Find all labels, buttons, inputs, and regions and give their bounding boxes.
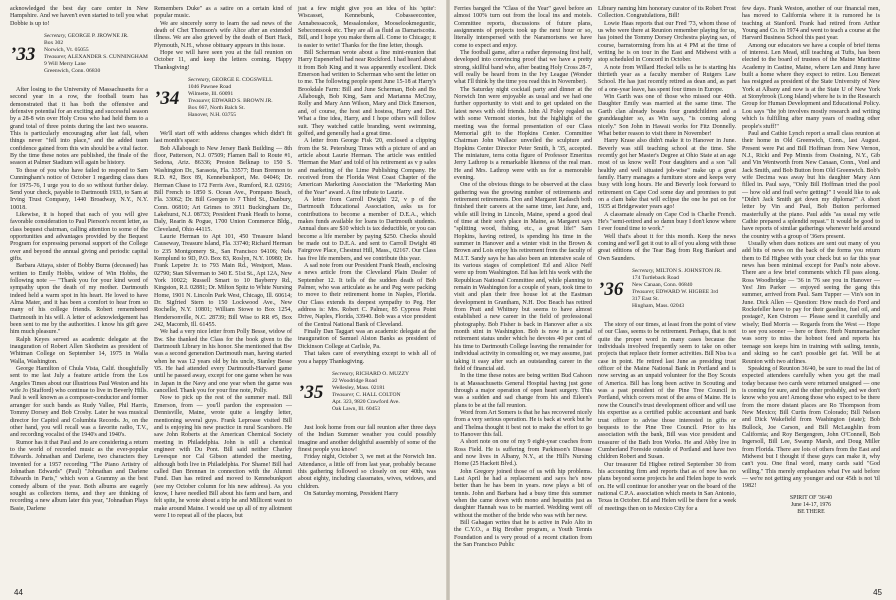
paragraph: Usually when dues notices are sent out many of you add bits of news on the back of the forms you return them to Ed Higbee with your check but so far this year news has been minimal except for Paul's note above. There are a few brief comments which I'll pass along. Ross Woodbridge — '36 in '76 see you in Hanover — Yes! Jim Parker — enjoyed seeing the gang this summer, arrived from Paul. Sam Tupper — Vin's son in June. Dick Allen — Question: How much do Ford and Rockefeller have to pay for their gasoline, fuel oil, and postage?, Ken Ostrom — Please send it carefully and wisely; Bud Morris — Regards from the West — Hope to see you sooner — here or there. Herb Nummenacher was sorry to miss the hobnot feed and reports his teenage son keeps him in training with sailing, tennis, and skiing so he can't possible get fat. Will be at Reunion with two airlines. bbox=[742, 241, 880, 365]
text-column bbox=[454, 6, 592, 549]
paragraph: Library naming him honorary curator of its Robert Frost Collection. Congratulations, Bill! bbox=[598, 6, 736, 20]
treasurer-address: Greenwich, Conn. 06830 bbox=[44, 68, 101, 75]
secretary-address: 22 Woodridge Road bbox=[332, 377, 377, 384]
text-column bbox=[154, 6, 292, 520]
treasurer-address: Oak Lawn, Ill. 60453 bbox=[332, 405, 381, 412]
paragraph: Just look home from our fall reunion after three days of the Indian Summer weather you could possibly imagine and another delightful assembly of some of the finest people you know! bbox=[298, 424, 436, 453]
secretary-address: 174 Turtleback Road bbox=[632, 275, 679, 282]
paragraph: George Hamilton of Chula Vista, Calif. thoughtfully sent to me last July a feature article from the Los Angeles Times about our illustrious Paul Weston and his wife Jo (Stafford) who continue to live in Beverly Hills. Paul is well known as a composer-conductor and former arranger for such bands as Rudy Vallee, Phil Harris, Tommy Dorsey and Bob Crosby. Later he was musical director for Capitol and Columbia Records. Jo, on the other hand, you will recall was a favorite radio, T.V., and recording vocalist of the 1940's and 1940's. bbox=[10, 366, 148, 439]
secretary-address: 1046 Pawnee Road bbox=[188, 84, 232, 91]
secretary-label: Secretary, bbox=[44, 33, 67, 40]
text-column bbox=[10, 6, 148, 513]
paragraph: Hope we will have seen you at the fall reunion on October 11, and keep the letters coming. Happy Thanksgiving! bbox=[154, 50, 292, 71]
paragraph: In the time these notes are being written Bud Cahoon is at Massachusetts General Hospital having just gone through a major operation of open heart surgery. This was a sudden and sad change from his and Eileen's plans to be at the fall reunion. bbox=[454, 373, 592, 409]
paragraph: A sad note from our President Frank Heath, enclosing a news article from the Cleveland Plain Dealer of September 12. It tells of the sudden death of Bob Palmer, who was articulate as he and Peg were packing to move to their retirement home in Naples, Florida. Our Class extends its deepest sympathy to Peg. Her address is: Mrs. Robert C. Palmer, 85 Cypress Point Drive, Naples, Florida, 33940. Bob was a vice president of the Central National Bank of Cleveland. bbox=[298, 263, 436, 328]
secretary-address: Box 302 bbox=[44, 40, 64, 47]
paragraph: Win Garth was one of those who missed our 40th. Daughter Emily was married at the same time. The Garth clan already boasts four grandchildren and a granddaughter so, as Win says, "is coming along nicely." Son John in Hawaii works for Fitz Donnelly. What better reason to visit there in November! bbox=[598, 94, 736, 137]
treasurer-name: EDWARD S. BROWN JR. bbox=[211, 98, 273, 105]
paragraph: Barbara Attaya, sister of Bobby Burns (deceased) has written to Emily Hobbs, widow of Win Hobbs, the following note — "Thank you for your kind word of sympathy upon the death of my mother. Dartmouth indeed held a warm spot in his heart. He loved to have Alma Mater, and it has been a comfort to hear from so many of his college friends. Robert remembered Dartmouth in his will. A letter of acknowledgement has been sent to me by the authorities. I know his gift gave him much pleasure." bbox=[10, 263, 148, 336]
paragraph: Among our educators we have a couple of brief items of interest. Len Mead, still teaching at Tufts, has been elected to the board of trustees of the Maine Maritime Academy in Castine, Maine, where Len and Jinny have built a home where they expect to retire. Lou Benezet has resigned as president of the State University of New York at Albany and now is at the State U of New York at Stonybrook (Long Island) where he is in the Research Group for Human Development and Educational Policy. Lou says "the job involves mostly research and writing which is fulfilling after many years of reading other people's stuff!" bbox=[742, 42, 880, 130]
paragraph: We had a very nice letter from Polly Besse, widow of Bw. She thanked the Class for the book given to the Dartmouth Library in his honor. She mentioned that Bw was a second generation Dartmouth man, having started when he was 12 years old by his uncle, Stanley Besse '05. He had attended every Dartmouth-Harvard game until he passed away, except for one game when he was in Japan in the Navy and one year when the game was cancelled. Thank you for your fine note, Polly. bbox=[154, 329, 292, 395]
class-year: ’35 bbox=[298, 381, 324, 403]
class-year: ’36 bbox=[598, 279, 624, 301]
page-gutter bbox=[446, 0, 450, 600]
paragraph: A letter from Carroll Dwight '22, v p of the Dartmouth Educational Association, asks us for contributions to become a member of D.E.A., which makes funds available for loans to Dartmouth students. Annual dues are $10 which is tax deductible, or you can become a life member by paying $250. Checks should be made out to D.E.A. and sent to Carroll Dwight 48 Fairgrove Place, Chestnut Hill, Mass., 02167. Our Class has five life members, and we contribute this year. bbox=[298, 196, 436, 262]
secretary-name: MILTON S. JOHNSTON JR. bbox=[655, 268, 722, 275]
class-header bbox=[10, 31, 148, 83]
paragraph: Bill Scherman wrote about a fine mini-reunion that Harry Eupenerbell had near Rockford. I had heard about it from Bob King and it was apparently excellent. Dick Emerson had written to Scherman who sent the letter on to me. The following people spent June 15-18 at Harry's Brookdale Farm: Bill and June Scherman, Bob and Bo Allabough, Bob King, Sam and Marianna McCray, Rolly and Mary Ann Wilson, Mary and Dick Emerson, and, of course, the host and hostess, Harry and Dot. What a fine idea, Harry, and I hope others will follow suit. They watched cattle branding, went swimming, golfed, and generally had a great time. bbox=[298, 50, 436, 137]
paragraph: Harry Krase also didn't make it to Hanover in June. Beverly was still teaching school at the time. She recently got her Master's Degree at Ohio State at an age most of us know well! Four daughters and a son "all healthy and well situated job-wise" make up a great family. Harry manages a furniture store and keeps very busy with long hours. He and Beverly look forward to retirement on Cape Cod some day and promises to put on a clam bake that will eclipse the one he put on for 1935 at Bridgewater years ago! bbox=[598, 138, 736, 211]
paragraph: On Saturday morning, President Harry bbox=[304, 490, 399, 497]
paragraph: The Saturday night cocktail party and dinner at the Norwich Inn were enjoyable as usual and we had one further opportunity to visit and to get updated on the latest news with old friends. John Al Foley regaled us with some Vermont stories, but the highlight of the meeting was the formal presentation of our Class Memorial gift to the Hopkins Center. Committee Chairman John Wallace unveiled the sculpture and Hopkins Center Director Peter Smith, h '35, accepted. The miniature, terra cotta figure of Professor Emeritus Jerry Lathrop is a remarkable likeness of the real man. He and Mrs. Lathrop were with us for a memorable evening. bbox=[454, 86, 592, 181]
secretary-address: New Canaan, Conn. 06840 bbox=[632, 282, 693, 289]
paragraph: The football game, after a rather depressing first half, developed into convincing proof that we have a pretty strong, skillful band who, after beating Holy Cross 28-7, will really be heard from in the Ivy League (Wonder what I'll think by the time you read this in November). bbox=[454, 50, 592, 86]
treasurer-address: Hanover, N.H. 03755 bbox=[188, 112, 237, 119]
paragraph: Friday night, October 3, we met at the Norwich Inn. Attendance, a little off from last year, probably because this gathering followed so closely on our 40th, was about eighty, including classmates, wives, widows, and children. bbox=[298, 454, 436, 490]
paragraph: We'll start off with address changes which didn't fit last month's space: bbox=[154, 131, 292, 145]
secretary-label: Secretary, bbox=[332, 370, 355, 377]
paragraph: Now to pick up the rest of the summer mail. Bill Emerson, from — you'll pardon the expression — Dennisville, Maine, wrote quite a lengthy letter, mentioning several guys. Frank Leproase visited Bill and is enjoying his new practice in rural Scarsboro. He saw John Roberts at the American Chemical Society meeting in Philadelphia. John is still a chemical engineer with Du Pont. Bill said neither Charley Levesque nor Cal Gibson attended the meeting, although both live in Philadelphia. For Shame! Bill had called Dan Brennan in connection with the Alumni Fund. Dan has retired and moved to Kennebunkport (see my October column for his new address). As you know, I have needled Bill about his farm and barn, and felt spite, he wrote about a trip he and Millicent want to make around Maine. I would use up all of my allotment were I to repeat all of the places, but bbox=[154, 395, 292, 519]
treasurer-name: ALEXANDER S. CUNNINGHAM bbox=[67, 54, 148, 61]
paragraph: just a few might give you an idea of his 'spite': Wiscasset, Kennebunk, Cobasseecontee, Annabessacook, Messalonskee, Mooselookmeguntic, Sebecomsook etc. They are all as fluid as Damariscotta. Bill, and I hope you make them all. Come to Chicago; it is easier to write! Thanks for the fine letter, though. bbox=[298, 6, 436, 49]
secretary-address: Norwich, Vt. 05055 bbox=[44, 47, 89, 54]
treasurer-address: Apt. 323, 9820 Crawford Ave. bbox=[332, 398, 400, 405]
text-column bbox=[598, 6, 736, 513]
secretary-address: Wilmette, Ill. 60091 bbox=[188, 91, 234, 98]
class-header bbox=[154, 75, 292, 127]
paragraph: Speaking of Reunion 36/40, be sure to read the list of expected attendees carefully when you get the mail today because two cards were returned unsigned — one is coming for sure, and the other probably, and we don't know who you are! Among those who expect to be there from the more distant places are Ro Thompson from New Mexico; Bill Curtis from Colorado; Bill Nelson and Dick Wakefield from Washington (state); Bob Bullock, Joe Carson, and Bill McLaughlin from California; and Roy Bergengren, John O'Connell, Bob Ingersoll, Bill Lee, Swamp Marsh, and Doug Miller from Florida. There are lots of others from the East and Midwest but I thought if these guys can make it, why can't you. One final word, many cards said "God willing." This merely emphasizes what I've said before — we're not getting any younger and our 45th is not 'til 1982! bbox=[742, 365, 880, 490]
secretary-name: RICHARD O. MUZZY bbox=[355, 370, 410, 377]
page-number-right: 45 bbox=[873, 588, 882, 597]
paragraph: Finally Dan Taggart was an academic delegate at the inauguration of Samuel Alston Banks as president of Dickinson College at Carlisle, Pa. bbox=[298, 329, 436, 350]
treasurer-label: Treasurer, bbox=[188, 98, 211, 105]
paragraph: We are sincerely sorry to learn the sad news of the death of Chet Thomson's wife Alice after an extended illness. We are also grieved by the death of Burt Hack, Plymouth, N.H., whose obituary appears in this issue. bbox=[154, 20, 292, 49]
class-officers bbox=[44, 33, 148, 75]
paragraph: That takes care of everything except to wish all of you a happy Thanksgiving. bbox=[298, 351, 436, 365]
paragraph: A note from Willard Heckel tells us he is starting his thirtieth year as a faculty member of Rutgers Law School. He has just recently retired as dean and, as part of a one-year leave, has spent four times in Europe. bbox=[598, 64, 736, 93]
paragraph: Our treasurer Ed Higbee retired September 30 from his accounting firm and reports that as of now has no plans beyond some projects he and Helen hope to work on. He will continue for another year on the board of the national C.P.A. association which meets in San Antonio, Texas in October. Ed and Helen will be there for a week of meetings then on to Mexico City for a bbox=[598, 461, 736, 512]
class-officers bbox=[332, 371, 436, 413]
paragraph: Ralph Keyes served as academic delegate at the inauguration of Robert Allen Skotheim as president of Whitman College on September 14, 1975 in Walla Walla, Washington. bbox=[10, 336, 148, 365]
treasurer-label: Treasurer, bbox=[44, 54, 67, 61]
paragraph: Word from Art Somers is that he has recovered nicely from a very serious operation. He is back at work but he and Thelma thought it best not to make the effort to go to Hanover this fall. bbox=[454, 409, 592, 438]
paragraph: Lowie Haas reports that our Fred '73, whom those of us who were there at Reunion remember playing for us, has joined the Tommy Dorsey Orchestra playing sax, of course, barnstorming from his at 4 PM at the time of writing he is on tour in the East and Midwest with a stop scheduled in Concord in October. bbox=[598, 20, 736, 64]
class-header bbox=[298, 369, 436, 421]
secretary-label: Secretary, bbox=[188, 77, 211, 84]
paragraph: Paul and Cathie Lynch report a small class reunion at their home in Old Greenwich, Conn., last August. Present were Pat and Bill Hoffman from New Vernon, N.J., Ricki and Pep Minnis from Ossining, N.Y., Gib and Vin Wentworth from New Canaan, Conn., Vonl and Jack Smith, and Bob Button from Old Greenwich. Bob's wife Decima was away but his daughter Mary Ann filled in. Paul says, "Only Bill Hoffman tried the pool — how old and frail we're getting!" I would like to ask "Didn't Jack Smith get down my diploma?" A short letter by Vin and Paul, Bob Button performed masterfully at the piano. Paul adds "as usual my wife Cathie prepared a splendid repast." It would be good to have reports of similar gatherings whenever held around the country with a group of '36ers present. bbox=[742, 130, 880, 240]
paragraph: Likewise, it is hoped that each of you will give favorable consideration to Paul Pierson's recent letter, as class bequest chairman, calling attention to some of the opportunities and advantages provided by the Bequest Program for expressing personal support of the College over and beyond the annual giving and periodic capital gifts. bbox=[10, 211, 148, 262]
paragraph: Bill Gahagan writes that he is active in Palo Alto in the C.Y.O., a Big Brother program, a Youth Tennis Foundation and is very proud of a recent citation from the San Francisco Public bbox=[454, 520, 592, 549]
paragraph: After losing to the University of Massachusetts for a second year in a row, the football team has demonstrated that it has both the offensive and defensive potential for an exciting and successful season by a 28-8 win over Holy Cross who had held them to a grand total of three points during the last two seasons. This is particularly encouraging after last fall, when things never "fell into place," and the added team confidence gained from this win should be a vital factor. By the time these notes are published, the finale of the season at Palmer Stadium will again be history. bbox=[10, 87, 148, 167]
treasurer-label: Treasurer, bbox=[332, 391, 355, 398]
paragraph: The story of our times, at least from the point of view of our Class, seems to be retirement. Perhaps, that is not quite the proper word in many cases because the individuals involved frequently seem to take on other projects that replace their former activities. Bill Niss is a case in point. He retired last June as presiding trust officer of the Maine National Bank in Portland and is now serving as an unpaid volunteer for the Boy Scouts of America. Bill has long been active in Scouting and was a past president of the Pine Tree Council in Portland, which covers most of the area of Maine. He is now the Council's trust development officer and will use his expertise as a certified public accountant and bank trust officer to advise those interested in gifts or bequests to the Pine Tree Council. Prior to his association with the bank, Bill was vice president and treasurer of the Bath Iron Works. He and Abby live in Cumberland Foreside outside of Portland and have two children Robert and Susan. bbox=[598, 322, 736, 461]
reunion-notice-line: June 14-17, 1976 bbox=[790, 501, 832, 508]
paragraph: A short note on one of my 9 eight-year coaches from Ross Field. He is suffering from Parkinson's Disease and now lives in Albany, N.Y., at the Hill's Nursing Home (25 Hackett Blvd.). bbox=[454, 439, 592, 468]
paragraph: Ferries banged the "Class of the Year" gavel before an almost 100% turn out from the local ins and motels. Committee reports, discussions of future plans, assignments of projects took up the next hour or so, literally interspersed with the Naramorisms we have come to expect and enjoy. bbox=[454, 6, 592, 49]
secretary-label: Secretary, bbox=[632, 268, 655, 275]
class-header bbox=[598, 266, 736, 318]
secretary-name: GEORGE E. COGSWELL bbox=[211, 77, 273, 84]
class-year: ’33 bbox=[10, 44, 36, 66]
treasurer-address: 317 East St. bbox=[632, 296, 659, 303]
paragraph: One of the obvious things to be observed at the class gathering was the growing number of retirements and retirement retirements. Don and Margaret Radasch both finished their careers at the same time, last June, and, while still living in Lincoln, Maine, spend a good deal of time at their son's place in Maine, as Margaret says "splitting wood, fishing, etc., a great life!" Sam Hopkins, having retired, is spending his time in the summer in Hanover and a winter visit in the Brown & Brown and Lois enjoy his retirement from the faculty of M.I.T. Sandy says he has also been an intensive scale of its various stages of completion! Ed and Alice Neff were up from Washington. Ed has left his work with the Republican National Committee and, while planning to remain in Washington for a couple of years, took time to visit and plan their free house lot at the Eastman development in Grantham, N.H. Doc Beach has retired from Pratt and Whitney but seems to have almost established a new career in the field of professional photography. Bob Fisher is back in Hanover after a six month stint in Washington. Bob is now in a partial retirement status under which he devotes 40 per cent of his time to Dartmouth College leaving the remainder for individual activity in consulting or, we may assume, just taking it easy after such an outstanding career in the field of financial aid. bbox=[454, 182, 592, 372]
treasurer-address: Hingham, Mass. 02043 bbox=[632, 303, 685, 310]
treasurer-label: Treasurer, bbox=[632, 289, 655, 296]
page-number-left: 44 bbox=[14, 588, 23, 597]
paragraph: Remembers Duke" as a satire on a certain kind of popular music. bbox=[154, 6, 292, 20]
reunion-notice bbox=[742, 495, 880, 516]
reunion-notice-line: BE THERE bbox=[797, 508, 825, 515]
text-column bbox=[298, 6, 436, 498]
secretary-name: GEORGE P. JROWNE JR. bbox=[67, 33, 129, 40]
text-column bbox=[742, 6, 880, 516]
class-officers bbox=[188, 77, 292, 119]
class-year: ’34 bbox=[154, 88, 180, 110]
treasurer-address: 9 Will Merry Lane bbox=[44, 61, 86, 68]
paragraph: John Gregory joined those of us with hip problems. Last April he had a replacement and says he's now better than he has been in years. now plays a bit of tennis. John and Barbara had a busy time this summer when the came down with mono and hepatitis just as daughter Hannah was to be married. Wedding went off without the mother of the bride who was with her new. bbox=[454, 468, 592, 519]
class-officers bbox=[632, 268, 736, 310]
paragraph: Bob Allabough to New Jersey Bank Building — 8th floor, Patterson, N.J. 07509; Flamen Ball to Route #1, Sedona, Ariz. 86336; Preston Belknap to 150 S. Washington Dr., Sarasota, Fla. 33577; Bran Brennon to R.D. #2, Box 89, Kennebunkport, Me. 04046; Dr. Herman Chase to 172 Ferris Ave., Rumford, R.I. 02916; Bill French to 1850 S. Ocean Ave., Pompano Beach, Fla. 33062; Dr. Bill Goergen to 7 Third St., Danbury, Conn. 06810; Art Grimes to 3911 Buckingham Dr., Lakehurst, N.J. 08733; President Frank Heath to home, Daly, Rearin & Pogue, 1700 Union Commerce Bldg., Cleveland, Ohio 44115. bbox=[154, 145, 292, 233]
reunion-notice-line: SPIRIT OF '36/40 bbox=[789, 494, 833, 501]
paragraph: Rumor has it that Paul and Jo are considering a return to the world of recorded music as the ever-popular Edwards. Johnathan and Darlene, two characters they invented for a 1957 recording "The Piano Artistry of Johnathan Edwards" (Paul) "Johnathan and Darlene Edwards in Paris," which won a Grammy as the best comedy album of the year. Both albums are eagerly sought as collectors items, and they are thinking of recording a new album later this year, "Johnathan Plays Basie, Darlene bbox=[10, 439, 148, 512]
secretary-address: Wellesley, Mass. 02181 bbox=[332, 384, 385, 391]
paragraph: Well that's about it for this month. Keep the news coming and we'll get it out to all of you along with those great editions of the Tear Bag from Reg Bankart and Own Saunders. bbox=[598, 233, 736, 262]
treasurer-address: Box 667, North Balch St. bbox=[188, 105, 245, 112]
treasurer-name: EDWARD W. HIGBEE 3rd bbox=[655, 289, 718, 296]
treasurer-name: C. HALL COLTON bbox=[355, 391, 401, 398]
paragraph: A classmate already on Cape Cod is Charlie French. He's "semi-retired and so damn busy I don't know where I ever found time to work." bbox=[598, 211, 736, 233]
paragraph: acknowledged the best day care center in New Hampshire. And we haven't even started to tell you what Dobbie is up to! bbox=[10, 6, 148, 27]
paragraph: To those of you who have failed to respond to Sam Cunningham's notice of October 1 regarding class dues for 1975-76, I urge you to do so without further delay. Send your check, payable to Dartmouth 1933, to Sam at Irving Trust Company, 1440 Broadway, N.Y., N.Y. 10018. bbox=[10, 167, 148, 211]
paragraph: A letter from George Fisk '20, enclosed a clipping from the St. Petersburg Times with a picture of and an article about Laurie Herman. The article was entitled 'Herman the Man' and told of his retirement as v p sales and marketing of the Lime Publishing Company. He received from the Florida West Coast Chapter of the American Marketing Association the "Marketing Man of the Year" award. A fine tribute to Laurie. bbox=[298, 138, 436, 196]
paragraph: few days. Frank Weston, another of our financial men, has moved to California where it is rumored he is teaching at Stanford. Frank had retired from Arthur Young and Co. in 1974 and went to teach a course at the Harvard Business School this past year. bbox=[742, 6, 880, 42]
paragraph: Laurie Herman to Apt 101, 450 Treasure Island Causeway, Treasure Island, Fla. 33740; Richard Herman to 235 Montgomery St., San Francisco 94106; Nels Kemplund to 9D, P.O. Box 83, Roslyn, N.Y. 10980; Dr. Frank Lepetre Jr. to 793 Main Rd., Westport, Mass. 02790; Stan Silverman to 340 E. 51st St., Apt 12A, New York 10022; Russell Smart to 10 Bayberry Rd., Kingston, R.I. 02881; Dr. Milton Spitz to White Nursing Home, 1901 N. Lincoln Park West, Chicago, Ill. 60614; Dr. Sigfried Stern to 150 Lockwood Ave., New Rochelle, N.Y. 10801; William Stowe to Box 1254, Hendersonville, N.C. 28739; Bill Wise to RR #5, Box 242, Macomb, Ill. 61455. bbox=[154, 233, 293, 329]
